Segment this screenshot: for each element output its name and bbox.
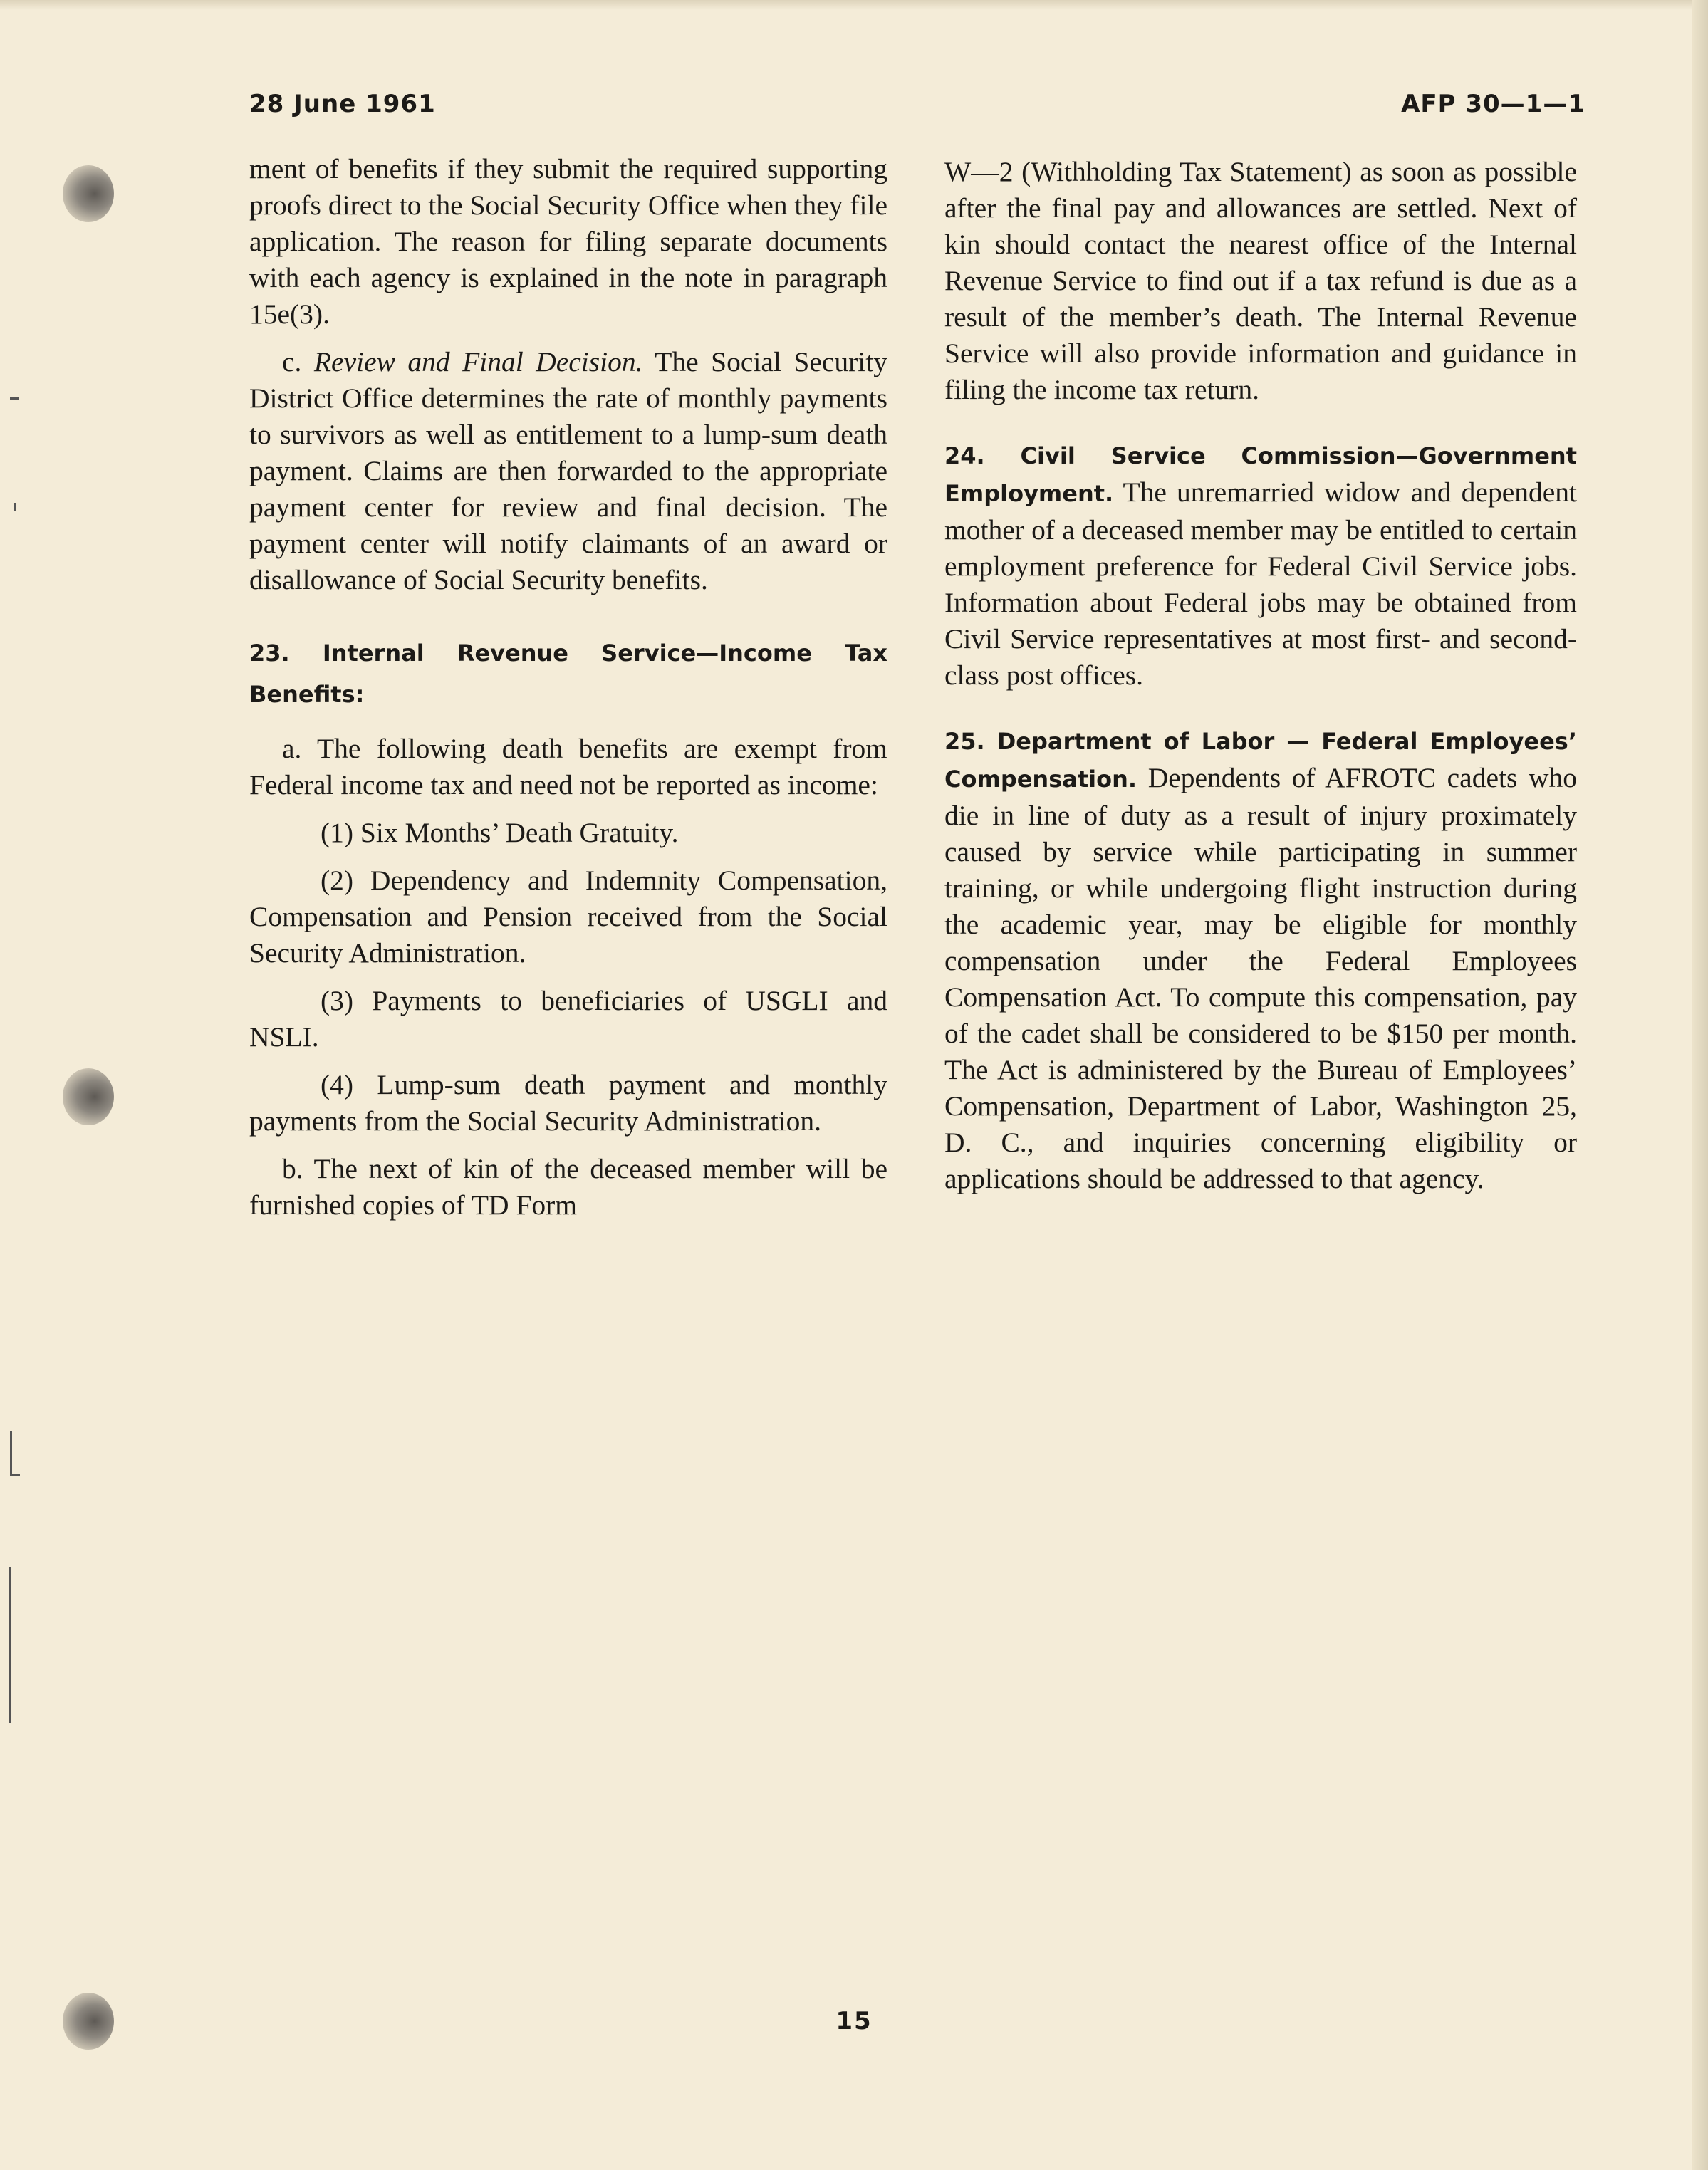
- paragraph-exempt-benefits: a. The following death benefits are exempt from Federal income tax and need not be reported as income:: [249, 733, 887, 800]
- paragraph-continued: ment of benefits if they submit the required supporting proofs direct to the Social Security Office when they file application. The reason for filing separate documents with each agency is explained in the note in paragraph 15e(3).: [249, 153, 887, 330]
- page-right-edge: [1692, 0, 1708, 2170]
- paragraph-withholding: W—2 (Withholding Tax Statement) as soon as possible after the final pay and allowances are settled. Next of kin should contact the nearest office of the Internal Revenue Service to find out if a tax refund is due as a result of the member’s death. The Internal Revenue Service will also provide information and guidance in filing the income tax return.: [944, 156, 1577, 405]
- list-item-3: (3) Payments to beneficiaries of USGLI and NSLI.: [249, 985, 887, 1053]
- right-column: [944, 154, 1577, 1209]
- section-25: [944, 722, 1577, 1197]
- section-24: [944, 437, 1577, 694]
- margin-tick: [10, 1474, 20, 1476]
- subheading-review-decision: Review and Final Decision.: [313, 346, 643, 377]
- header-date: 28 June 1961: [249, 90, 436, 118]
- header-doc-id: AFP 30—1—1: [1401, 90, 1585, 118]
- left-column: [249, 151, 887, 1235]
- paragraph-text: The Social Security District Office determines the rate of monthly payments to survivors as well as entitlement to a lump-sum death payment. Claims are then forwarded to the appropriate payment center for review and final decision. The payment center will notify claimants of an award or disallowance of Social Security benefits.: [249, 346, 887, 595]
- list-item-2: (2) Dependency and Indemnity Compensation, Compensation and Pension received from the Social Security Administration.: [249, 865, 887, 969]
- list-item-1: (1) Six Months’ Death Gratuity.: [321, 817, 679, 848]
- section-23-heading: 23. Internal Revenue Service—Income Tax Benefits:: [249, 640, 887, 708]
- paragraph-td-form: b. The next of kin of the deceased member will be furnished copies of TD Form: [249, 1153, 887, 1221]
- punch-hole-middle: [63, 1068, 114, 1125]
- section-24-heading: 24. Civil Service Commission—Government Employment.: [944, 442, 1577, 507]
- page-top-edge: [0, 0, 1708, 10]
- section-24-text: The unremarried widow and dependent mother of a deceased member may be entitled to certain employment preference for Federal Civil Service jobs. Information about Federal jobs may be obtained from Civil Service representatives at most first- and second-class post offices.: [944, 476, 1577, 691]
- page-number: 15: [835, 2007, 873, 2035]
- section-25-text: Dependents of AFROTC cadets who die in line of duty as a result of injury proximately caused by service while participating in summer training, or while undergoing flight instruction during the academic year, may be eligible for monthly compensation under the Federal Employees Compensation Act. To compute this compensation, pay of the cadet shall be considered to be $150 per month. The Act is administered by the Bureau of Employees’ Compensation, Department of Labor, Washington 25, D. C., and inquiries concerning eligibility or applications should be addressed to that agency.: [944, 762, 1578, 1194]
- list-item-4: (4) Lump-sum death payment and monthly payments from the Social Security Administration.: [249, 1069, 887, 1137]
- margin-line: [9, 1567, 11, 1723]
- margin-tick: [14, 503, 16, 511]
- section-25-heading: 25. Department of Labor — Federal Employees’ Compensation.: [944, 728, 1577, 793]
- margin-tick: [10, 1431, 12, 1474]
- punch-hole-top: [63, 165, 114, 222]
- paragraph-review-decision: [249, 344, 887, 598]
- item-label: c.: [282, 346, 302, 377]
- margin-tick: [10, 397, 19, 400]
